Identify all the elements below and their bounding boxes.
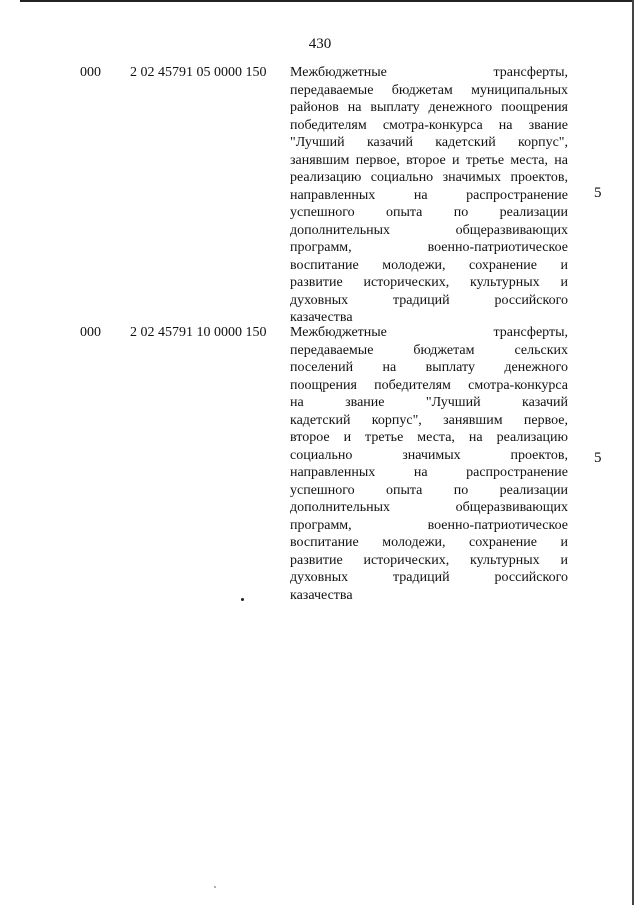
description-line: реализацию социально значимых проектов, [290, 170, 568, 185]
description-line: воспитание молодежи, сохранение и [290, 257, 568, 273]
description-line: кадетский корпус", занявшим первое, [290, 412, 568, 428]
description-line: развитие исторических, культурных и [290, 275, 568, 290]
description-line: казачества [290, 587, 353, 603]
description-line: второе и третье места, на реализацию [290, 430, 568, 445]
description-line: направленных на распространение [290, 187, 568, 203]
description-line: успешного опыта по реализации [290, 205, 568, 220]
description-line: казачества [290, 310, 353, 325]
description-line: программ, военно-патриотическое [290, 517, 568, 533]
description-line: занявшим первое, второе и третье места, на [290, 152, 568, 168]
description-line: Межбюджетные трансферты, [290, 325, 568, 340]
row-description [290, 324, 568, 604]
description-line: развитие исторических, культурных и [290, 552, 568, 568]
scan-speck [214, 886, 216, 888]
description-line: направленных на распространение [290, 465, 568, 480]
description-line: программ, военно-патриотическое [290, 240, 568, 255]
description-line: на звание "Лучший казачий [290, 395, 568, 410]
description-line: духовных традиций российского [290, 292, 568, 308]
scan-dot-mark [241, 598, 244, 601]
description-line: духовных традиций российского [290, 570, 568, 585]
description-line: передаваемые бюджетам муниципальных [290, 82, 568, 98]
description-line: дополнительных общеразвивающих [290, 222, 568, 238]
description-line: дополнительных общеразвивающих [290, 500, 568, 515]
scan-right-border [632, 0, 634, 905]
admin-code: 000 [80, 65, 101, 80]
budget-classification-code: 2 02 45791 10 0000 150 [130, 325, 267, 340]
description-line: победителям смотра-конкурса на звание [290, 117, 568, 133]
description-line: социально значимых проектов, [290, 447, 568, 463]
description-line: воспитание молодежи, сохранение и [290, 535, 568, 550]
description-line: "Лучший казачий кадетский корпус", [290, 135, 568, 150]
description-line: поощрения победителям смотра-конкурса [290, 377, 568, 393]
description-line: Межбюджетные трансферты, [290, 65, 568, 80]
page-number: 430 [308, 36, 332, 52]
description-line: передаваемые бюджетам сельских [290, 342, 568, 358]
description-line: поселений на выплату денежного [290, 360, 568, 375]
description-line: успешного опыта по реализации [290, 482, 568, 498]
scan-top-border [20, 0, 632, 2]
budget-classification-code: 2 02 45791 05 0000 150 [130, 65, 267, 80]
admin-code: 000 [80, 325, 101, 340]
row-amount: 5 [594, 450, 602, 466]
row-description [290, 64, 568, 327]
row-amount: 5 [594, 185, 602, 201]
description-line: районов на выплату денежного поощрения [290, 100, 568, 115]
